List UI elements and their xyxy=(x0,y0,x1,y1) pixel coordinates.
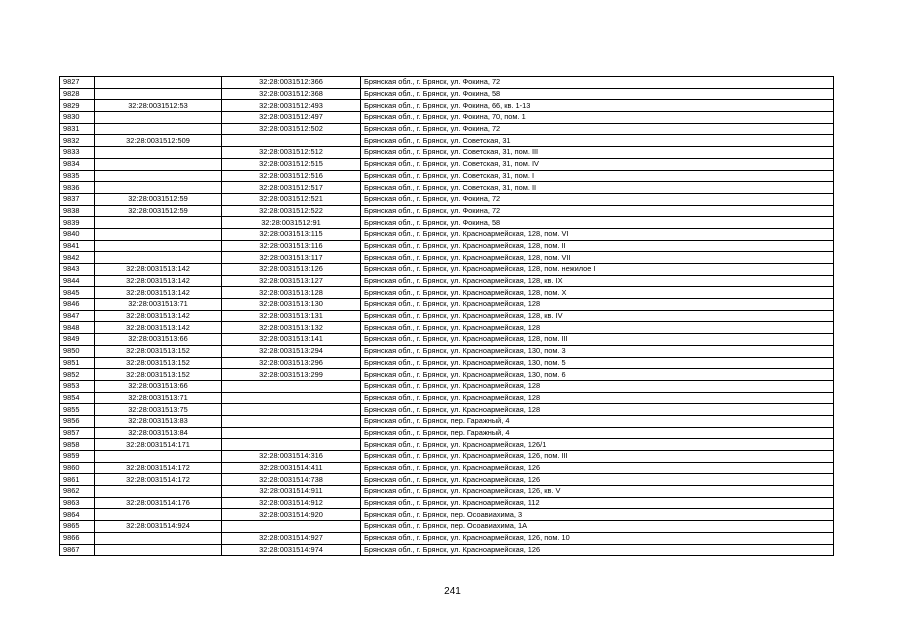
object-cadastral-number-cell: 32:28:0031513:130 xyxy=(222,299,361,311)
table-row xyxy=(60,287,834,299)
object-cadastral-number-cell: 32:28:0031514:920 xyxy=(222,509,361,521)
address-cell: Брянская обл., г. Брянск, ул. Фокина, 58 xyxy=(361,217,834,229)
table-row xyxy=(60,299,834,311)
row-number-cell: 9844 xyxy=(60,275,95,287)
address-cell: Брянская обл., г. Брянск, ул. Советская, 31, пом. IV xyxy=(361,158,834,170)
address-cell: Брянская обл., г. Брянск, ул. Красноармейская, 128, пом. II xyxy=(361,240,834,252)
table-body xyxy=(60,77,834,556)
object-cadastral-number-cell xyxy=(222,380,361,392)
row-number-cell: 9847 xyxy=(60,310,95,322)
address-cell: Брянская обл., г. Брянск, ул. Красноармейская, 128 xyxy=(361,322,834,334)
address-cell: Брянская обл., г. Брянск, пер. Осоавиахима, 1А xyxy=(361,521,834,533)
object-cadastral-number-cell: 32:28:0031512:521 xyxy=(222,193,361,205)
object-cadastral-number-cell: 32:28:0031512:512 xyxy=(222,147,361,159)
land-cadastral-number-cell: 32:28:0031513:71 xyxy=(95,392,222,404)
row-number-cell: 9851 xyxy=(60,357,95,369)
row-number-cell: 9857 xyxy=(60,427,95,439)
land-cadastral-number-cell xyxy=(95,170,222,182)
table-row xyxy=(60,427,834,439)
table-row xyxy=(60,135,834,147)
object-cadastral-number-cell: 32:28:0031514:738 xyxy=(222,474,361,486)
row-number-cell: 9839 xyxy=(60,217,95,229)
table-row xyxy=(60,77,834,89)
land-cadastral-number-cell: 32:28:0031513:142 xyxy=(95,264,222,276)
address-cell: Брянская обл., г. Брянск, пер. Осоавиахима, 3 xyxy=(361,509,834,521)
land-cadastral-number-cell: 32:28:0031513:66 xyxy=(95,334,222,346)
row-number-cell: 9841 xyxy=(60,240,95,252)
row-number-cell: 9855 xyxy=(60,404,95,416)
row-number-cell: 9837 xyxy=(60,193,95,205)
table-row xyxy=(60,380,834,392)
object-cadastral-number-cell: 32:28:0031512:516 xyxy=(222,170,361,182)
table-row xyxy=(60,544,834,556)
address-cell: Брянская обл., г. Брянск, ул. Красноармейская, 126 xyxy=(361,462,834,474)
table-row xyxy=(60,310,834,322)
object-cadastral-number-cell: 32:28:0031513:115 xyxy=(222,228,361,240)
land-cadastral-number-cell: 32:28:0031513:75 xyxy=(95,404,222,416)
cadastral-table xyxy=(59,76,834,556)
object-cadastral-number-cell: 32:28:0031512:91 xyxy=(222,217,361,229)
table-row xyxy=(60,462,834,474)
table-row xyxy=(60,345,834,357)
address-cell: Брянская обл., г. Брянск, ул. Советская, 31, пом. I xyxy=(361,170,834,182)
object-cadastral-number-cell xyxy=(222,427,361,439)
object-cadastral-number-cell: 32:28:0031513:141 xyxy=(222,334,361,346)
land-cadastral-number-cell: 32:28:0031513:152 xyxy=(95,357,222,369)
row-number-cell: 9843 xyxy=(60,264,95,276)
object-cadastral-number-cell: 32:28:0031513:117 xyxy=(222,252,361,264)
address-cell: Брянская обл., г. Брянск, ул. Красноармейская, 128, пом. III xyxy=(361,334,834,346)
land-cadastral-number-cell xyxy=(95,182,222,194)
land-cadastral-number-cell: 32:28:0031514:171 xyxy=(95,439,222,451)
land-cadastral-number-cell xyxy=(95,532,222,544)
row-number-cell: 9866 xyxy=(60,532,95,544)
row-number-cell: 9867 xyxy=(60,544,95,556)
object-cadastral-number-cell xyxy=(222,439,361,451)
object-cadastral-number-cell: 32:28:0031514:974 xyxy=(222,544,361,556)
table-row xyxy=(60,275,834,287)
land-cadastral-number-cell: 32:28:0031513:83 xyxy=(95,415,222,427)
table-row xyxy=(60,123,834,135)
land-cadastral-number-cell: 32:28:0031514:176 xyxy=(95,497,222,509)
address-cell: Брянская обл., г. Брянск, ул. Красноармейская, 126 xyxy=(361,474,834,486)
object-cadastral-number-cell: 32:28:0031512:502 xyxy=(222,123,361,135)
land-cadastral-number-cell: 32:28:0031512:59 xyxy=(95,205,222,217)
address-cell: Брянская обл., г. Брянск, ул. Фокина, 72 xyxy=(361,123,834,135)
address-cell: Брянская обл., г. Брянск, ул. Фокина, 70, пом. 1 xyxy=(361,112,834,124)
object-cadastral-number-cell: 32:28:0031512:366 xyxy=(222,77,361,89)
land-cadastral-number-cell xyxy=(95,77,222,89)
row-number-cell: 9845 xyxy=(60,287,95,299)
address-cell: Брянская обл., г. Брянск, ул. Фокина, 66, кв. 1-13 xyxy=(361,100,834,112)
table-row xyxy=(60,170,834,182)
table-row xyxy=(60,532,834,544)
table-row xyxy=(60,158,834,170)
land-cadastral-number-cell: 32:28:0031512:59 xyxy=(95,193,222,205)
table-row xyxy=(60,439,834,451)
table-row xyxy=(60,182,834,194)
land-cadastral-number-cell: 32:28:0031513:152 xyxy=(95,345,222,357)
address-cell: Брянская обл., г. Брянск, пер. Гаражный, 4 xyxy=(361,415,834,427)
object-cadastral-number-cell: 32:28:0031513:132 xyxy=(222,322,361,334)
land-cadastral-number-cell xyxy=(95,217,222,229)
object-cadastral-number-cell: 32:28:0031513:116 xyxy=(222,240,361,252)
address-cell: Брянская обл., г. Брянск, ул. Фокина, 58 xyxy=(361,88,834,100)
land-cadastral-number-cell: 32:28:0031513:66 xyxy=(95,380,222,392)
object-cadastral-number-cell: 32:28:0031513:131 xyxy=(222,310,361,322)
land-cadastral-number-cell: 32:28:0031513:142 xyxy=(95,287,222,299)
address-cell: Брянская обл., г. Брянск, ул. Советская, 31 xyxy=(361,135,834,147)
object-cadastral-number-cell xyxy=(222,521,361,533)
address-cell: Брянская обл., г. Брянск, ул. Красноармейская, 130, пом. 5 xyxy=(361,357,834,369)
table-row xyxy=(60,193,834,205)
land-cadastral-number-cell xyxy=(95,147,222,159)
land-cadastral-number-cell xyxy=(95,252,222,264)
land-cadastral-number-cell: 32:28:0031513:84 xyxy=(95,427,222,439)
address-cell: Брянская обл., г. Брянск, ул. Красноармейская, 130, пом. 3 xyxy=(361,345,834,357)
row-number-cell: 9859 xyxy=(60,451,95,463)
row-number-cell: 9849 xyxy=(60,334,95,346)
page-number: 241 xyxy=(444,586,461,597)
land-cadastral-number-cell: 32:28:0031513:71 xyxy=(95,299,222,311)
table-row xyxy=(60,369,834,381)
object-cadastral-number-cell: 32:28:0031513:127 xyxy=(222,275,361,287)
table-row xyxy=(60,112,834,124)
address-cell: Брянская обл., г. Брянск, ул. Фокина, 72 xyxy=(361,193,834,205)
row-number-cell: 9828 xyxy=(60,88,95,100)
object-cadastral-number-cell: 32:28:0031512:522 xyxy=(222,205,361,217)
table-row xyxy=(60,88,834,100)
table-row xyxy=(60,147,834,159)
land-cadastral-number-cell xyxy=(95,112,222,124)
object-cadastral-number-cell: 32:28:0031512:493 xyxy=(222,100,361,112)
land-cadastral-number-cell: 32:28:0031513:142 xyxy=(95,310,222,322)
row-number-cell: 9833 xyxy=(60,147,95,159)
land-cadastral-number-cell xyxy=(95,88,222,100)
table-row xyxy=(60,509,834,521)
land-cadastral-number-cell xyxy=(95,486,222,498)
table-row xyxy=(60,357,834,369)
object-cadastral-number-cell: 32:28:0031512:515 xyxy=(222,158,361,170)
address-cell: Брянская обл., г. Брянск, ул. Красноармейская, 128 xyxy=(361,392,834,404)
object-cadastral-number-cell: 32:28:0031513:126 xyxy=(222,264,361,276)
row-number-cell: 9865 xyxy=(60,521,95,533)
address-cell: Брянская обл., г. Брянск, ул. Красноармейская, 126, кв. V xyxy=(361,486,834,498)
row-number-cell: 9856 xyxy=(60,415,95,427)
table-row xyxy=(60,415,834,427)
object-cadastral-number-cell: 32:28:0031514:927 xyxy=(222,532,361,544)
address-cell: Брянская обл., г. Брянск, ул. Советская, 31, пом. III xyxy=(361,147,834,159)
table-row xyxy=(60,521,834,533)
table-row xyxy=(60,252,834,264)
row-number-cell: 9827 xyxy=(60,77,95,89)
address-cell: Брянская обл., г. Брянск, ул. Красноармейская, 126, пом. III xyxy=(361,451,834,463)
row-number-cell: 9853 xyxy=(60,380,95,392)
table-row xyxy=(60,322,834,334)
object-cadastral-number-cell: 32:28:0031514:411 xyxy=(222,462,361,474)
table-row xyxy=(60,264,834,276)
land-cadastral-number-cell: 32:28:0031514:924 xyxy=(95,521,222,533)
object-cadastral-number-cell: 32:28:0031513:299 xyxy=(222,369,361,381)
address-cell: Брянская обл., г. Брянск, пер. Гаражный, 4 xyxy=(361,427,834,439)
row-number-cell: 9836 xyxy=(60,182,95,194)
row-number-cell: 9861 xyxy=(60,474,95,486)
row-number-cell: 9862 xyxy=(60,486,95,498)
table-row xyxy=(60,100,834,112)
row-number-cell: 9832 xyxy=(60,135,95,147)
land-cadastral-number-cell xyxy=(95,451,222,463)
object-cadastral-number-cell: 32:28:0031512:517 xyxy=(222,182,361,194)
row-number-cell: 9854 xyxy=(60,392,95,404)
row-number-cell: 9842 xyxy=(60,252,95,264)
table-row xyxy=(60,451,834,463)
table-row xyxy=(60,205,834,217)
address-cell: Брянская обл., г. Брянск, ул. Фокина, 72 xyxy=(361,205,834,217)
address-cell: Брянская обл., г. Брянск, ул. Красноармейская, 126/1 xyxy=(361,439,834,451)
land-cadastral-number-cell: 32:28:0031512:509 xyxy=(95,135,222,147)
land-cadastral-number-cell xyxy=(95,228,222,240)
object-cadastral-number-cell: 32:28:0031512:368 xyxy=(222,88,361,100)
address-cell: Брянская обл., г. Брянск, ул. Красноармейская, 128, кв. IX xyxy=(361,275,834,287)
row-number-cell: 9858 xyxy=(60,439,95,451)
object-cadastral-number-cell: 32:28:0031512:497 xyxy=(222,112,361,124)
row-number-cell: 9846 xyxy=(60,299,95,311)
address-cell: Брянская обл., г. Брянск, ул. Красноармейская, 128, кв. IV xyxy=(361,310,834,322)
land-cadastral-number-cell: 32:28:0031513:142 xyxy=(95,275,222,287)
address-cell: Брянская обл., г. Брянск, ул. Красноармейская, 128, пом. VI xyxy=(361,228,834,240)
row-number-cell: 9834 xyxy=(60,158,95,170)
object-cadastral-number-cell: 32:28:0031514:912 xyxy=(222,497,361,509)
address-cell: Брянская обл., г. Брянск, ул. Красноармейская, 128, пом. VII xyxy=(361,252,834,264)
address-cell: Брянская обл., г. Брянск, ул. Красноармейская, 128, пом. X xyxy=(361,287,834,299)
table-row xyxy=(60,474,834,486)
row-number-cell: 9829 xyxy=(60,100,95,112)
land-cadastral-number-cell xyxy=(95,509,222,521)
table-row xyxy=(60,392,834,404)
land-cadastral-number-cell xyxy=(95,240,222,252)
table-row xyxy=(60,404,834,416)
address-cell: Брянская обл., г. Брянск, ул. Советская, 31, пом. II xyxy=(361,182,834,194)
object-cadastral-number-cell xyxy=(222,135,361,147)
row-number-cell: 9860 xyxy=(60,462,95,474)
address-cell: Брянская обл., г. Брянск, ул. Красноармейская, 128 xyxy=(361,404,834,416)
land-cadastral-number-cell: 32:28:0031513:152 xyxy=(95,369,222,381)
row-number-cell: 9835 xyxy=(60,170,95,182)
address-cell: Брянская обл., г. Брянск, ул. Красноармейская, 126, пом. 10 xyxy=(361,532,834,544)
address-cell: Брянская обл., г. Брянск, ул. Красноармейская, 130, пом. 6 xyxy=(361,369,834,381)
row-number-cell: 9840 xyxy=(60,228,95,240)
object-cadastral-number-cell: 32:28:0031513:128 xyxy=(222,287,361,299)
land-cadastral-number-cell: 32:28:0031512:53 xyxy=(95,100,222,112)
object-cadastral-number-cell: 32:28:0031514:316 xyxy=(222,451,361,463)
row-number-cell: 9864 xyxy=(60,509,95,521)
address-cell: Брянская обл., г. Брянск, ул. Красноармейская, 128 xyxy=(361,380,834,392)
object-cadastral-number-cell xyxy=(222,404,361,416)
row-number-cell: 9831 xyxy=(60,123,95,135)
row-number-cell: 9838 xyxy=(60,205,95,217)
object-cadastral-number-cell: 32:28:0031513:294 xyxy=(222,345,361,357)
row-number-cell: 9863 xyxy=(60,497,95,509)
table-row xyxy=(60,334,834,346)
table-row xyxy=(60,486,834,498)
address-cell: Брянская обл., г. Брянск, ул. Красноармейская, 112 xyxy=(361,497,834,509)
row-number-cell: 9848 xyxy=(60,322,95,334)
row-number-cell: 9852 xyxy=(60,369,95,381)
row-number-cell: 9830 xyxy=(60,112,95,124)
land-cadastral-number-cell: 32:28:0031514:172 xyxy=(95,474,222,486)
land-cadastral-number-cell xyxy=(95,158,222,170)
object-cadastral-number-cell xyxy=(222,392,361,404)
object-cadastral-number-cell: 32:28:0031513:296 xyxy=(222,357,361,369)
table-row xyxy=(60,240,834,252)
object-cadastral-number-cell xyxy=(222,415,361,427)
land-cadastral-number-cell: 32:28:0031514:172 xyxy=(95,462,222,474)
table-row xyxy=(60,228,834,240)
table-row xyxy=(60,497,834,509)
address-cell: Брянская обл., г. Брянск, ул. Красноармейская, 126 xyxy=(361,544,834,556)
table-row xyxy=(60,217,834,229)
address-cell: Брянская обл., г. Брянск, ул. Фокина, 72 xyxy=(361,77,834,89)
land-cadastral-number-cell xyxy=(95,123,222,135)
land-cadastral-number-cell xyxy=(95,544,222,556)
row-number-cell: 9850 xyxy=(60,345,95,357)
address-cell: Брянская обл., г. Брянск, ул. Красноармейская, 128, пом. нежилое I xyxy=(361,264,834,276)
object-cadastral-number-cell: 32:28:0031514:911 xyxy=(222,486,361,498)
land-cadastral-number-cell: 32:28:0031513:142 xyxy=(95,322,222,334)
address-cell: Брянская обл., г. Брянск, ул. Красноармейская, 128 xyxy=(361,299,834,311)
